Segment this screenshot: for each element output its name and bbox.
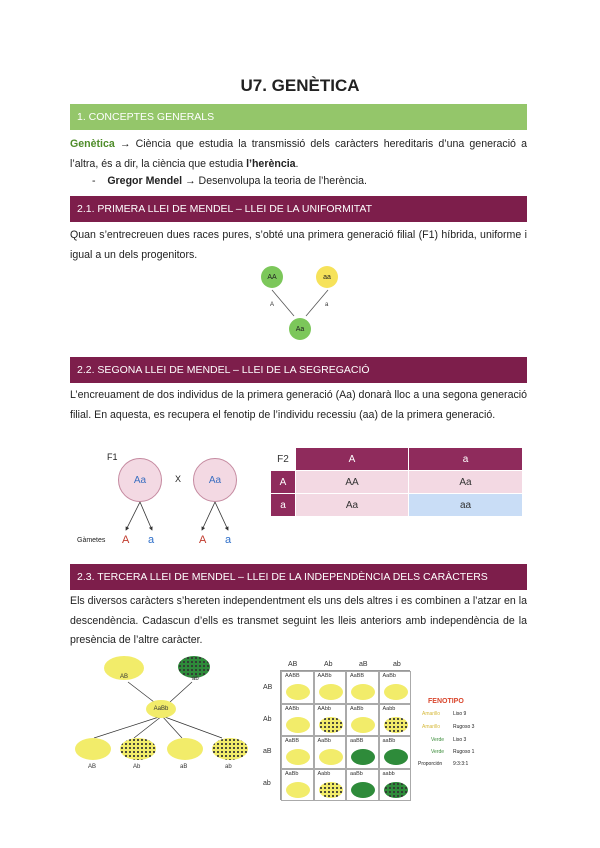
grid-cell-genotype: Aabb <box>382 705 396 712</box>
grid-cell <box>281 671 314 704</box>
grid-cell-genotype: AaBb <box>382 673 396 679</box>
bullet-rest: → Desenvolupa la teoria de l’herència. <box>182 175 367 187</box>
grid-cell <box>281 736 314 769</box>
fenotipo-title: FENOTIPO <box>428 698 464 705</box>
grid-cell-pea <box>351 782 375 798</box>
legend-val-2: Liso 3 <box>453 737 467 743</box>
grid-cell-genotype: Aabb <box>317 770 331 777</box>
grid-cell-pea <box>351 717 375 733</box>
grid-cell-pea <box>286 684 310 700</box>
grid-row-0: AB <box>263 684 273 691</box>
punnett-cell: Aa <box>409 471 523 494</box>
parent-ab-pea <box>178 656 210 678</box>
gamete-a-label: a <box>325 302 329 308</box>
parent2-Aa-label: Aa <box>208 474 222 486</box>
legend-key-3: Verde <box>431 749 445 755</box>
grid-cell-genotype: AaBb <box>285 770 299 777</box>
grid-cell-genotype: AABb <box>317 673 332 679</box>
grid-cell <box>314 769 347 802</box>
gamete2-a: a <box>225 534 232 546</box>
definition-part-a: → Ciència que estudia la transmissió dels caràcters hereditaris d’una generació a l’altra, és a dir, la ciència que estudia <box>70 138 527 170</box>
primera-llei-text: Quan s’entrecreuen dues races pures, s’obté una primera generació filial (F1) híbrida, uniforme i igual a un dels progenitors. <box>70 229 527 261</box>
child-Aa-circle <box>289 318 311 340</box>
segregation-arrows <box>110 500 250 536</box>
gametes-label: Gàmetes <box>77 537 106 544</box>
definition-end: . <box>295 157 299 170</box>
grid-cell-genotype: AABB <box>285 673 300 679</box>
offspring-Ab-pea <box>120 738 156 760</box>
segona-llei-text: L’encreuament de dos individus de la primera generació (Aa) donarà lloc a una segona generació filial. En aquesta, es recupera el fenotip de l’individu recessiu (aa) de la primera generació. <box>70 389 527 421</box>
punnett-row-A: A <box>271 471 296 494</box>
gamete-A-label: A <box>270 302 275 308</box>
legend-key-4: Proporción <box>418 761 443 767</box>
definition-bold-word: l’herència <box>246 157 296 170</box>
offspring-aB-label: aB <box>180 764 188 770</box>
offspring-AB-pea <box>75 738 111 760</box>
legend-val-3: Rugoso 1 <box>453 749 475 755</box>
grid-cell-pea <box>286 717 310 733</box>
punnett-table <box>270 447 523 517</box>
offspring-Ab-label: Ab <box>133 764 141 770</box>
section-heading-conceptes: 1. CONCEPTES GENERALS <box>70 104 527 130</box>
section-heading-primera-llei: 2.1. PRIMERA LLEI DE MENDEL – LLEI DE LA UNIFORMITAT <box>70 196 527 222</box>
grid-cell-pea <box>384 684 408 700</box>
legend-val-1: Rugoso 3 <box>453 724 475 730</box>
f1-AaBb-label: AaBb <box>153 706 169 712</box>
grid-cell <box>314 671 347 704</box>
parent2-Aa-circle <box>193 458 237 502</box>
grid-cell-genotype: AABb <box>285 705 300 712</box>
grid-cell-genotype: AaBb <box>350 705 364 712</box>
grid-cell <box>281 769 314 802</box>
grid-col-2: aB <box>359 661 368 668</box>
parent1-Aa-label: Aa <box>133 474 147 486</box>
offspring-aB-pea <box>167 738 203 760</box>
grid-col-1: Ab <box>324 661 333 668</box>
tercera-llei-text: Els diversos caràcters s’hereten independentment els uns dels altres i es combinen a l’atzar en la descendència. Cadascun d’ells es transmet seguint les lleis anteriors amb independència de la presència de l’altre caràcter. <box>70 595 527 646</box>
grid-cell-genotype: aaBb <box>350 770 363 777</box>
punnett-cell: Aa <box>296 494 409 517</box>
punnett-corner: F2 <box>271 448 296 471</box>
legend-val-4: 9:3:3:1 <box>453 761 469 767</box>
dihybrid-grid <box>262 660 422 800</box>
punnett-cell: aa <box>409 494 523 517</box>
grid-cell-genotype: aabb <box>382 770 395 777</box>
grid-cell-pea <box>384 749 408 765</box>
grid-cell <box>346 736 379 769</box>
grid-cell <box>314 736 347 769</box>
grid-cell-pea <box>286 782 310 798</box>
punnett-col-a: a <box>409 448 523 471</box>
section-heading-tercera-llei: 2.3. TERCERA LLEI DE MENDEL – LLEI DE LA INDEPENDÈNCIA DELS CARÀCTERS <box>70 564 527 590</box>
cross-symbol: X <box>175 474 182 484</box>
parent-AA-circle <box>261 266 283 288</box>
gamete1-a: a <box>148 534 155 546</box>
f1-label: F1 <box>107 452 118 462</box>
grid-cell <box>281 704 314 737</box>
parent-aa-circle <box>316 266 338 288</box>
page-title: U7. GENÈTICA <box>240 76 360 95</box>
f1-AaBb-pea <box>146 700 176 718</box>
grid-row-2: aB <box>263 748 272 755</box>
parent-AA-label: AA <box>267 273 277 281</box>
grid-cell <box>314 704 347 737</box>
parent-AB-label: AB <box>120 674 129 680</box>
term-genetica: Genètica <box>70 138 115 150</box>
punnett-row-a: a <box>271 494 296 517</box>
punnett-col-A: A <box>296 448 409 471</box>
grid-cell-genotype: AaBB <box>285 738 300 744</box>
bullet-dash: - <box>92 175 96 187</box>
grid-cell-pea <box>319 684 343 700</box>
child-Aa-label: Aa <box>295 325 305 333</box>
grid-cell-pea <box>351 749 375 765</box>
grid-col-0: AB <box>288 661 298 668</box>
grid-cell-pea <box>319 782 343 798</box>
legend-key-2: Verde <box>431 737 445 743</box>
grid-cell <box>379 769 412 802</box>
grid-cell-genotype: aaBB <box>350 738 364 744</box>
section-heading-segona-llei: 2.2. SEGONA LLEI DE MENDEL – LLEI DE LA SEGREGACIÓ <box>70 357 527 383</box>
bullet-name: Gregor Mendel <box>107 175 183 187</box>
grid-cell-pea <box>384 717 408 733</box>
grid-cell-pea <box>319 717 343 733</box>
bullet-mendel <box>92 175 367 187</box>
punnett-cell: AA <box>296 471 409 494</box>
gamete1-A: A <box>122 534 130 546</box>
parent1-Aa-circle <box>118 458 162 502</box>
grid-cell-pea <box>351 684 375 700</box>
grid-cell <box>346 704 379 737</box>
grid-row-1: Ab <box>263 716 272 723</box>
parent-aa-label: aa <box>323 273 331 281</box>
legend-key-0: Amarillo <box>422 711 441 717</box>
grid-cell-genotype: AaBB <box>350 673 365 679</box>
legend-key-1: Amarillo <box>422 724 441 730</box>
parent-ab-label: ab <box>192 676 199 682</box>
grid-cell <box>346 769 379 802</box>
grid-cell <box>379 736 412 769</box>
grid-cell <box>346 671 379 704</box>
genetica-definition <box>70 135 527 174</box>
grid-body <box>280 670 410 800</box>
grid-cell-genotype: aaBb <box>382 738 396 744</box>
grid-cell <box>379 704 412 737</box>
grid-cell-pea <box>286 749 310 765</box>
grid-col-3: ab <box>393 661 401 668</box>
grid-cell-genotype: AAbb <box>317 705 331 712</box>
offspring-ab-label: ab <box>225 764 232 770</box>
grid-row-3: ab <box>263 780 271 787</box>
gamete2-A: A <box>199 534 207 546</box>
grid-cell-pea <box>319 749 343 765</box>
grid-cell <box>379 671 412 704</box>
legend-val-0: Liso 9 <box>453 711 467 717</box>
offspring-AB-label: AB <box>88 764 97 770</box>
offspring-ab-pea <box>212 738 248 760</box>
grid-cell-pea <box>384 782 408 798</box>
grid-cell-genotype: AaBb <box>317 738 331 744</box>
